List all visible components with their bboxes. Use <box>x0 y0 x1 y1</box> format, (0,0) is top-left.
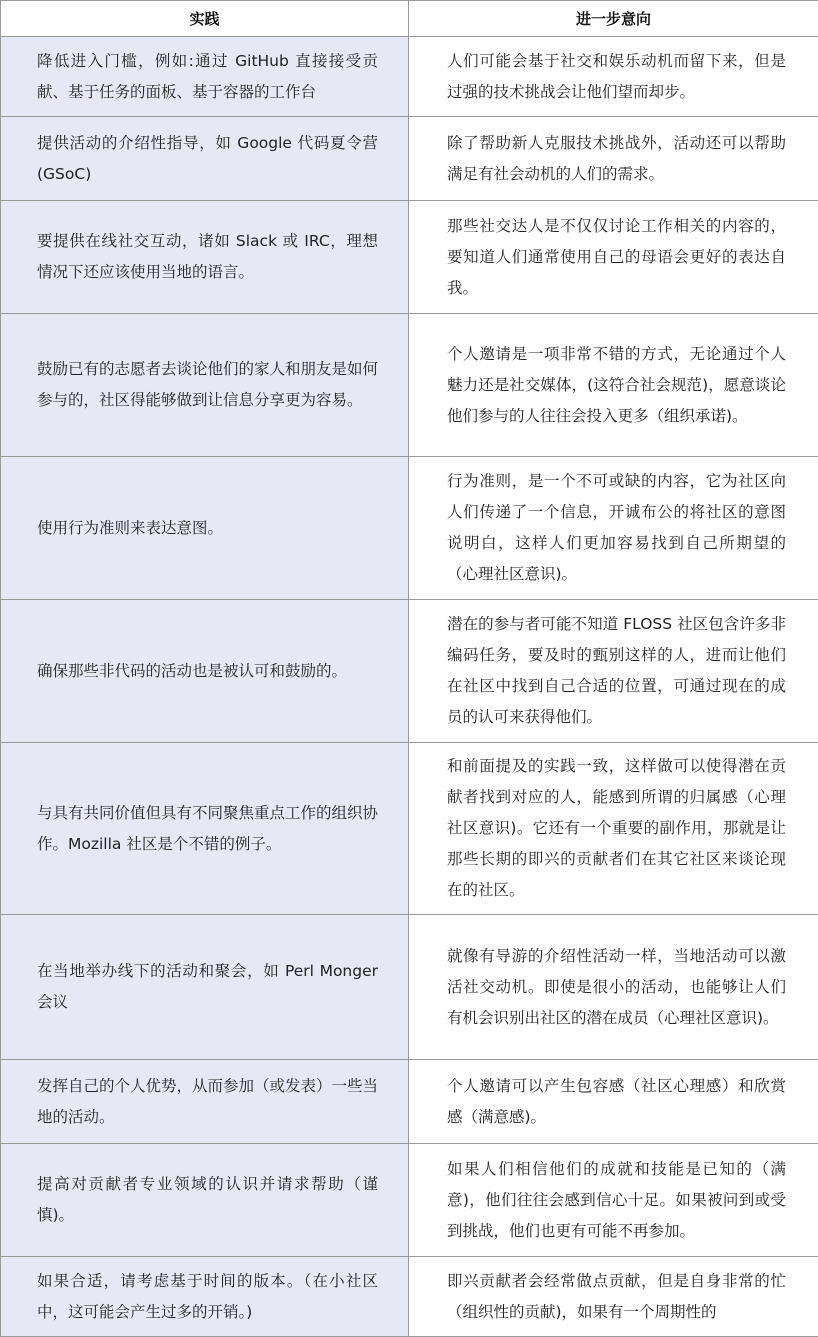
intent-cell: 个人邀请可以产生包容感（社区心理感）和欣赏感（满意感)。 <box>409 1060 818 1144</box>
practice-cell: 在当地举办线下的活动和聚会，如 Perl Monger 会议 <box>1 915 409 1060</box>
table-row <box>1 314 818 457</box>
practice-cell: 要提供在线社交互动，诸如 Slack 或 IRC，理想情况下还应该使用当地的语言。 <box>1 201 409 314</box>
table-row <box>1 915 818 1060</box>
practice-cell: 如果合适，请考虑基于时间的版本。（在小社区中，这可能会产生过多的开销。) <box>1 1257 409 1337</box>
intent-cell: 如果人们相信他们的成就和技能是已知的（满意)，他们往往会感到信心十足。如果被问到或受到挑战，他们也更有可能不再参加。 <box>409 1144 818 1257</box>
intent-cell: 即兴贡献者会经常做点贡献，但是自身非常的忙（组织性的贡献)，如果有一个周期性的 <box>409 1257 818 1337</box>
practice-cell: 提高对贡献者专业领域的认识并请求帮助（谨慎)。 <box>1 1144 409 1257</box>
intent-cell: 人们可能会基于社交和娱乐动机而留下来，但是过强的技术挑战会让他们望而却步。 <box>409 37 818 117</box>
table-row <box>1 37 818 117</box>
table-header-row <box>1 1 818 37</box>
intent-cell: 就像有导游的介绍性活动一样，当地活动可以激活社交动机。即使是很小的活动，也能够让人们有机会识别出社区的潜在成员（心理社区意识)。 <box>409 915 818 1060</box>
practice-cell: 使用行为准则来表达意图。 <box>1 457 409 600</box>
table-row <box>1 1144 818 1257</box>
header-intent: 进一步意向 <box>409 1 818 37</box>
practice-cell: 提供活动的介绍性指导，如 Google 代码夏令营(GSoC) <box>1 117 409 201</box>
intent-cell: 个人邀请是一项非常不错的方式，无论通过个人魅力还是社交媒体，(这符合社会规范)，愿意谈论他们参与的人往往会投入更多（组织承诺)。 <box>409 314 818 457</box>
table-row <box>1 600 818 743</box>
practice-cell: 确保那些非代码的活动也是被认可和鼓励的。 <box>1 600 409 743</box>
intent-cell: 潜在的参与者可能不知道 FLOSS 社区包含许多非编码任务，要及时的甄别这样的人，进而让他们在社区中找到自己合适的位置，可通过现在的成员的认可来获得他们。 <box>409 600 818 743</box>
intent-cell: 行为准则，是一个不可或缺的内容，它为社区向人们传递了一个信息，开诚布公的将社区的意图说明白，这样人们更加容易找到自己所期望的（心理社区意识)。 <box>409 457 818 600</box>
table-row <box>1 1257 818 1337</box>
practice-cell: 鼓励已有的志愿者去谈论他们的家人和朋友是如何参与的，社区得能够做到让信息分享更为容易。 <box>1 314 409 457</box>
table-row <box>1 117 818 201</box>
table-row <box>1 457 818 600</box>
intent-cell: 那些社交达人是不仅仅讨论工作相关的内容的，要知道人们通常使用自己的母语会更好的表达自我。 <box>409 201 818 314</box>
table-row <box>1 743 818 915</box>
intent-cell: 除了帮助新人克服技术挑战外，活动还可以帮助满足有社会动机的人们的需求。 <box>409 117 818 201</box>
practice-cell: 发挥自己的个人优势，从而参加（或发表）一些当地的活动。 <box>1 1060 409 1144</box>
table-row <box>1 1060 818 1144</box>
practice-cell: 与具有共同价值但具有不同聚焦重点工作的组织协作。Mozilla 社区是个不错的例子。 <box>1 743 409 915</box>
header-practice: 实践 <box>1 1 409 37</box>
table-row <box>1 201 818 314</box>
intent-cell: 和前面提及的实践一致，这样做可以使得潜在贡献者找到对应的人，能感到所谓的归属感（心理社区意识)。它还有一个重要的副作用，那就是让那些长期的即兴的贡献者们在其它社区来谈论现在的社区。 <box>409 743 818 915</box>
practice-cell: 降低进入门槛，例如:通过 GitHub 直接接受贡献、基于任务的面板、基于容器的工作台 <box>1 37 409 117</box>
